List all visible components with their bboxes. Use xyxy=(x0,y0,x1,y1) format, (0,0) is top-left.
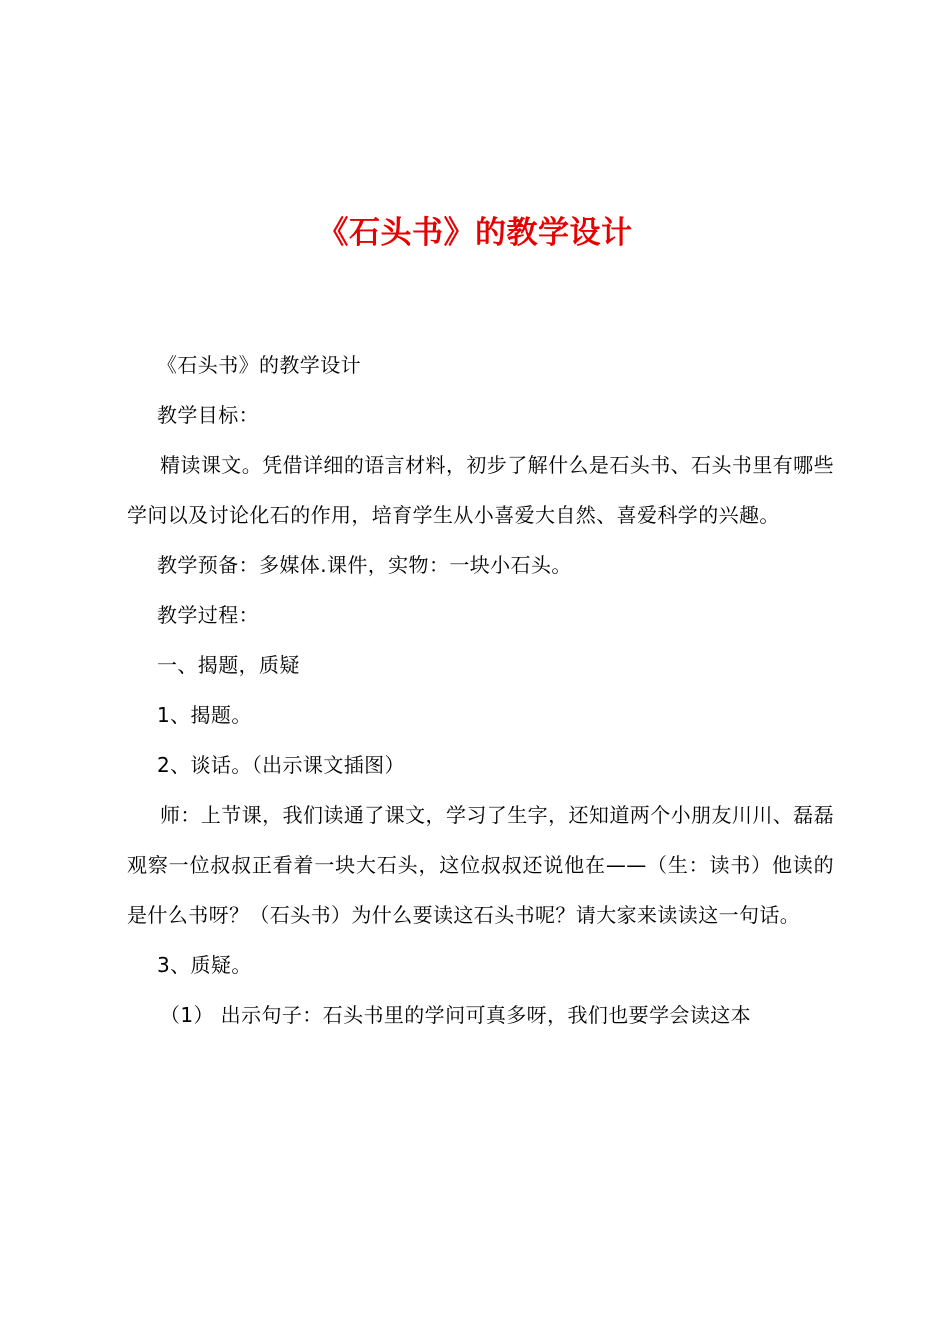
paragraph-teacher-talk: 师：上节课，我们读通了课文，学习了生字，还知道两个小朋友川川、磊磊观察一位叔叔正看着一块大石头，这位叔叔还说他在——（生：读书）他读的是什么书呀？（石头书）为什么要读这石头书呢？请大家来读读这一句话。 xyxy=(127,803,834,927)
paragraph-step-2: 2、谈话。（出示课文插图） xyxy=(157,753,405,777)
paragraph-preparation: 教学预备：多媒体.课件，实物：一块小石头。 xyxy=(157,553,572,577)
paragraph-sub-step-1: （1） 出示句子：石头书里的学问可真多呀，我们也要学会读这本 xyxy=(160,1003,752,1027)
paragraph-step-1: 1、揭题。 xyxy=(157,703,252,727)
paragraph-subtitle: 《石头书》的教学设计 xyxy=(157,353,361,377)
document-body xyxy=(127,340,834,1040)
paragraph-process-heading: 教学过程： xyxy=(157,603,259,627)
document-title: 《石头书》的教学设计 xyxy=(317,215,633,251)
paragraph-objectives-heading: 教学目标： xyxy=(157,403,259,427)
paragraph-step-3: 3、质疑。 xyxy=(157,953,252,977)
paragraph-objectives: 精读课文。凭借详细的语言材料，初步了解什么是石头书、石头书里有哪些学问以及讨论化石的作用，培育学生从小喜爱大自然、喜爱科学的兴趣。 xyxy=(127,453,834,527)
paragraph-section-one: 一、揭题，质疑 xyxy=(157,653,300,677)
